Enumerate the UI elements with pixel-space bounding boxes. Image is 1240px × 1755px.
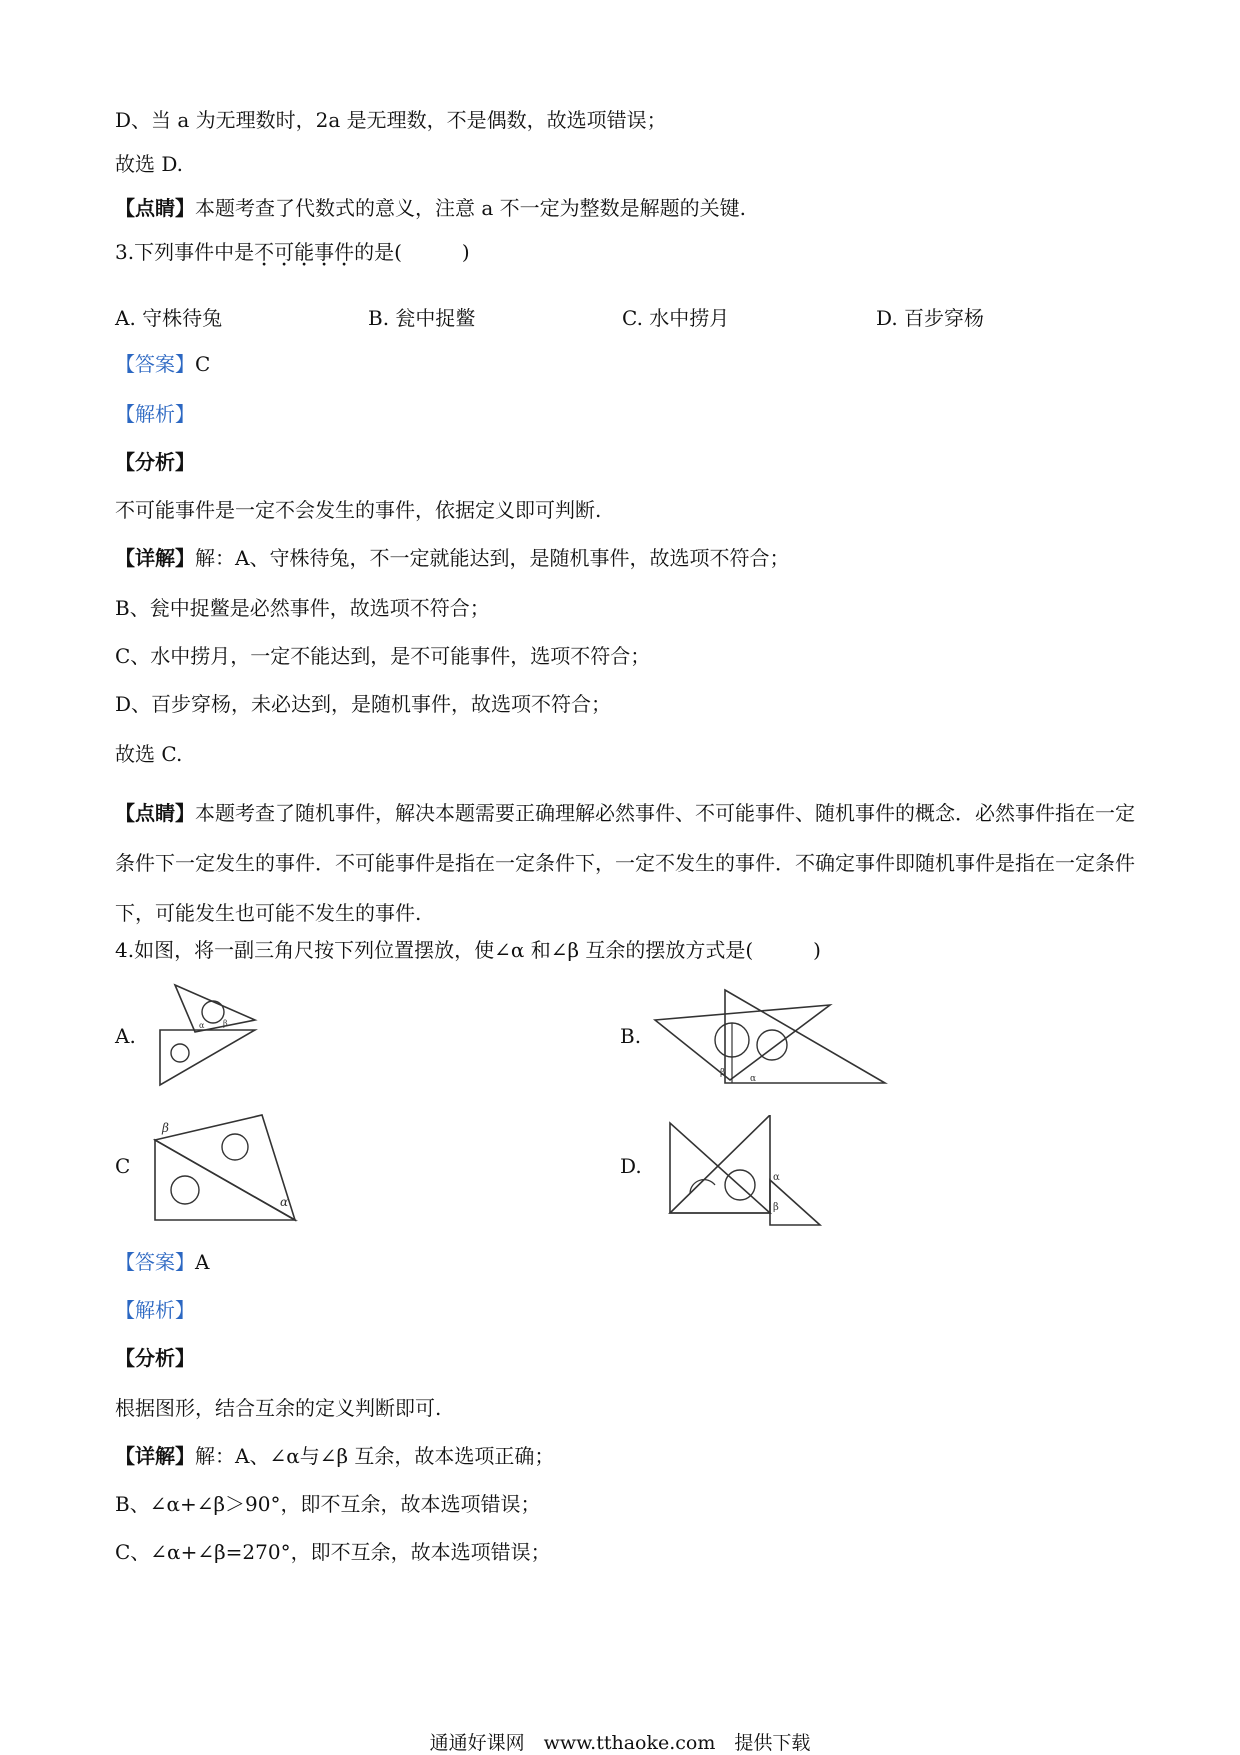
emphasis-char: 事	[314, 240, 335, 264]
answer-value: C	[195, 352, 211, 376]
figure-label-c: C	[115, 1154, 131, 1178]
detail-line	[115, 1442, 554, 1470]
angle-alpha-label: α	[199, 1021, 205, 1030]
emphasis-char: 不	[254, 240, 275, 264]
question-3	[115, 238, 470, 266]
answer-tag: 【答案】	[115, 352, 195, 376]
emphasis-char: 能	[294, 240, 315, 264]
figure-label-d: D.	[620, 1154, 642, 1178]
figure-a-triangles	[155, 980, 265, 1090]
answer-value: A	[195, 1250, 210, 1274]
text-line: C、∠α+∠β=270°，即不互余，故本选项错误；	[115, 1540, 551, 1564]
option-d: D. 百步穿杨	[876, 306, 985, 330]
text-line: 根据图形，结合互余的定义判断即可.	[115, 1396, 442, 1420]
angle-alpha-label: α	[280, 1195, 289, 1209]
question-suffix: 的是( )	[354, 240, 470, 264]
text-line: D、百步穿杨，未必达到，是随机事件，故选项不符合；	[115, 692, 612, 716]
emphasis-char: 件	[334, 240, 355, 264]
remark-tag: 【点睛】	[115, 801, 195, 825]
analysis-tag: 【解析】	[115, 402, 195, 426]
text-line: B、瓮中捉鳖是必然事件，故选项不符合；	[115, 596, 490, 620]
answer-line	[115, 350, 210, 378]
answer-line	[115, 1248, 209, 1276]
figure-label-a: A.	[115, 1024, 136, 1048]
page-footer: 通通好课网 www.tthaoke.com 提供下载	[429, 1732, 811, 1754]
text-line: D、当 a 为无理数时，2a 是无理数，不是偶数，故选项错误；	[115, 108, 667, 132]
remark-line	[115, 194, 746, 222]
figure-d-triangles	[665, 1115, 825, 1230]
analysis-tag: 【解析】	[115, 1298, 195, 1322]
detail-tag: 【详解】	[115, 546, 195, 570]
angle-beta-label: β	[162, 1121, 169, 1135]
option-a: A. 守株待兔	[115, 306, 223, 330]
text-line: C、水中捞月，一定不能达到，是不可能事件，选项不符合；	[115, 644, 651, 668]
figure-c-triangles	[150, 1110, 300, 1225]
angle-beta-label: β	[223, 1019, 228, 1028]
fenxi-tag: 【分析】	[115, 450, 195, 474]
detail-tag: 【详解】	[115, 1444, 195, 1468]
text-line: B、∠α+∠β＞90°，即不互余，故本选项错误；	[115, 1492, 541, 1516]
figure-b-triangles	[650, 985, 890, 1085]
remark-paragraph	[115, 788, 1135, 938]
angle-beta-label: β	[720, 1068, 726, 1078]
detail-text: 解：A、∠α与∠β 互余，故本选项正确；	[195, 1444, 555, 1468]
angle-beta-label: β	[773, 1202, 779, 1213]
text-line: 不可能事件是一定不会发生的事件，依据定义即可判断.	[115, 498, 602, 522]
text-line: 故选 C.	[115, 742, 183, 766]
text-line: 故选 D.	[115, 152, 184, 176]
remark-text: 本题考查了代数式的意义，注意 a 不一定为整数是解题的关键.	[195, 196, 746, 220]
answer-tag: 【答案】	[115, 1250, 195, 1274]
question-prefix: 3.下列事件中是	[115, 240, 255, 264]
emphasis-char: 可	[274, 240, 295, 264]
fenxi-tag: 【分析】	[115, 1346, 195, 1370]
remark-text: 本题考查了随机事件，解决本题需要正确理解必然事件、不可能事件、随机事件的概念．必然事件指在一定条件下一定发生的事件．不可能事件是指在一定条件下，一定不发生的事件．不确定事件即随机事件是指在一定条件下，可能发生也可能不发生的事件.	[115, 801, 1135, 925]
figure-label-b: B.	[620, 1024, 642, 1048]
detail-line	[115, 544, 789, 572]
option-b: B. 瓮中捉鳖	[368, 306, 476, 330]
question-4: 4.如图，将一副三角尺按下列位置摆放，使∠α 和∠β 互余的摆放方式是( )	[115, 938, 821, 962]
option-c: C. 水中捞月	[622, 306, 730, 330]
angle-alpha-label: α	[750, 1074, 757, 1084]
detail-text: 解：A、守株待兔，不一定就能达到，是随机事件，故选项不符合；	[195, 546, 790, 570]
remark-tag: 【点睛】	[115, 196, 195, 220]
angle-alpha-label: α	[773, 1172, 780, 1183]
